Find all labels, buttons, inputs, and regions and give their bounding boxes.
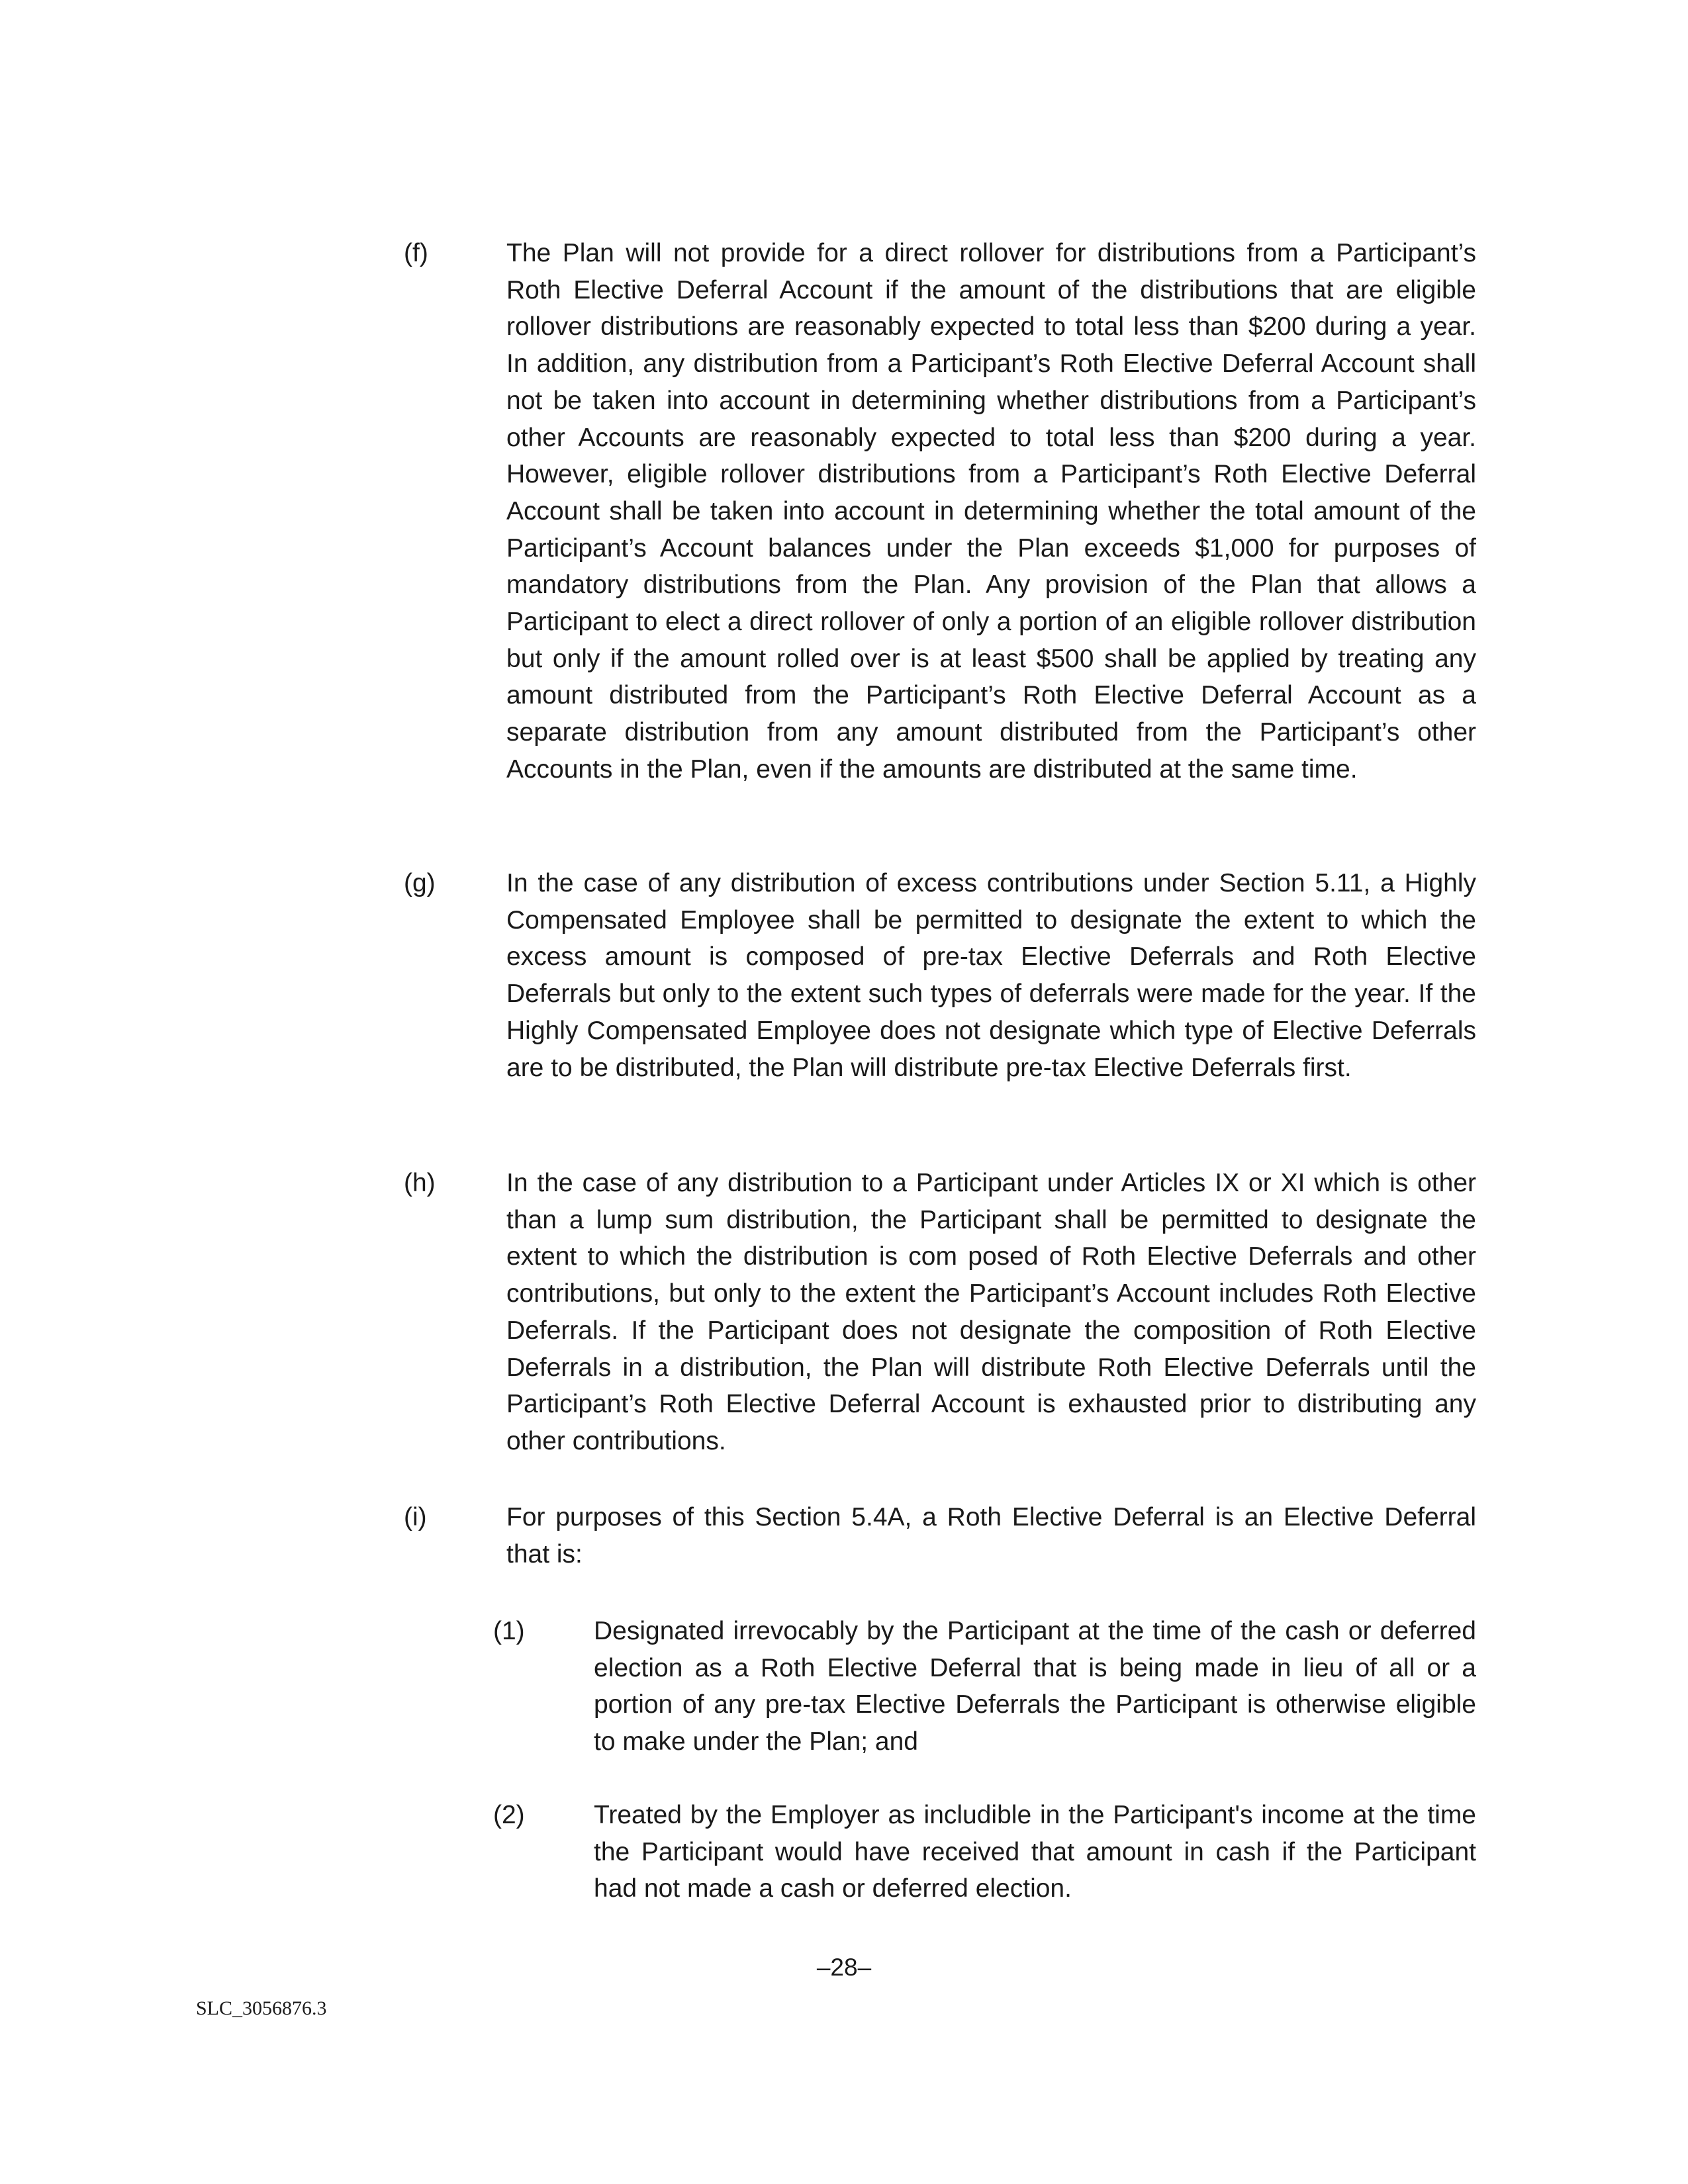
paragraph-text: In the case of any distribution of excess contributions under Section 5.11, a Highly Compensated Employee shall be permitted to designate the extent to which the excess amount is composed of pre-tax Elective Deferrals and Roth Elective Deferrals but only to the extent such types of deferrals were made for the year. If the Highly Compensated Employee does not designate which type of Elective Deferrals are to be distributed, the Plan will distribute pre-tax Elective Deferrals first. [506,869,1476,1082]
paragraph-text: In the case of any distribution to a Participant under Articles IX or XI which is other than a lump sum distribution, the Participant shall be permitted to designate the extent to which the distribution is com posed of Roth Elective Deferrals and other contributions, but only to the extent the Participant’s Account includes Roth Elective Deferrals. If the Participant does not designate the composition of Roth Elective Deferrals in a distribution, the Plan will distribute Roth Elective Deferrals until the Participant’s Roth Elective Deferral Account is exhausted prior to distributing any other contributions. [506,1169,1476,1455]
page-number: –28– [816,1954,872,1981]
paragraph-i [404,1499,1476,1572]
paragraph-g [404,865,1476,1086]
paragraph-label: (h) [404,1169,436,1197]
subparagraph-2 [493,1797,1476,1907]
subparagraph-text: Designated irrevocably by the Participant at the time of the cash or deferred election as a Roth Elective Deferral that is being made in lieu of all or a portion of any pre-tax Elective Deferrals the Participant is otherwise eligible to make under the Plan; and [594,1617,1476,1756]
paragraph-text: The Plan will not provide for a direct rollover for distributions from a Participant’s Roth Elective Deferral Account if the amount of the distributions that are eligible rollover distributions are reasonably expected to total less than $200 during a year. In addition, any distribution from a Participant’s Roth Elective Deferral Account shall not be taken into account in determining whether distributions from a Participant’s other Accounts are reasonably expected to total less than $200 during a year. However, eligible rollover distributions from a Participant’s Roth Elective Deferral Account shall be taken into account in determining whether the total amount of the Participant’s Account balances under the Plan exceeds $1,000 for purposes of mandatory distributions from the Plan. Any provision of the Plan that allows a Participant to elect a direct rollover of only a portion of an eligible rollover distribution but only if the amount rolled over is at least $500 shall be applied by treating any amount distributed from the Participant’s Roth Elective Deferral Account as a separate distribution from any amount distributed from the Participant’s other Accounts in the Plan, even if the amounts are distributed at the same time. [506,239,1476,784]
paragraph-text: For purposes of this Section 5.4A, a Roth Elective Deferral is an Elective Deferral that is: [506,1503,1476,1569]
paragraph-label: (i) [404,1503,427,1531]
paragraph-label: (g) [404,869,436,897]
subparagraph-label: (2) [493,1801,525,1829]
paragraph-f [404,235,1476,788]
subparagraph-text: Treated by the Employer as includible in the Participant's income at the time the Participant would have received that amount in cash if the Participant had not made a cash or deferred election. [594,1801,1476,1903]
paragraph-label: (f) [404,239,428,267]
document-id: SLC_3056876.3 [196,1997,327,2019]
paragraph-h [404,1165,1476,1460]
subparagraph-1 [493,1613,1476,1760]
subparagraph-label: (1) [493,1617,525,1645]
